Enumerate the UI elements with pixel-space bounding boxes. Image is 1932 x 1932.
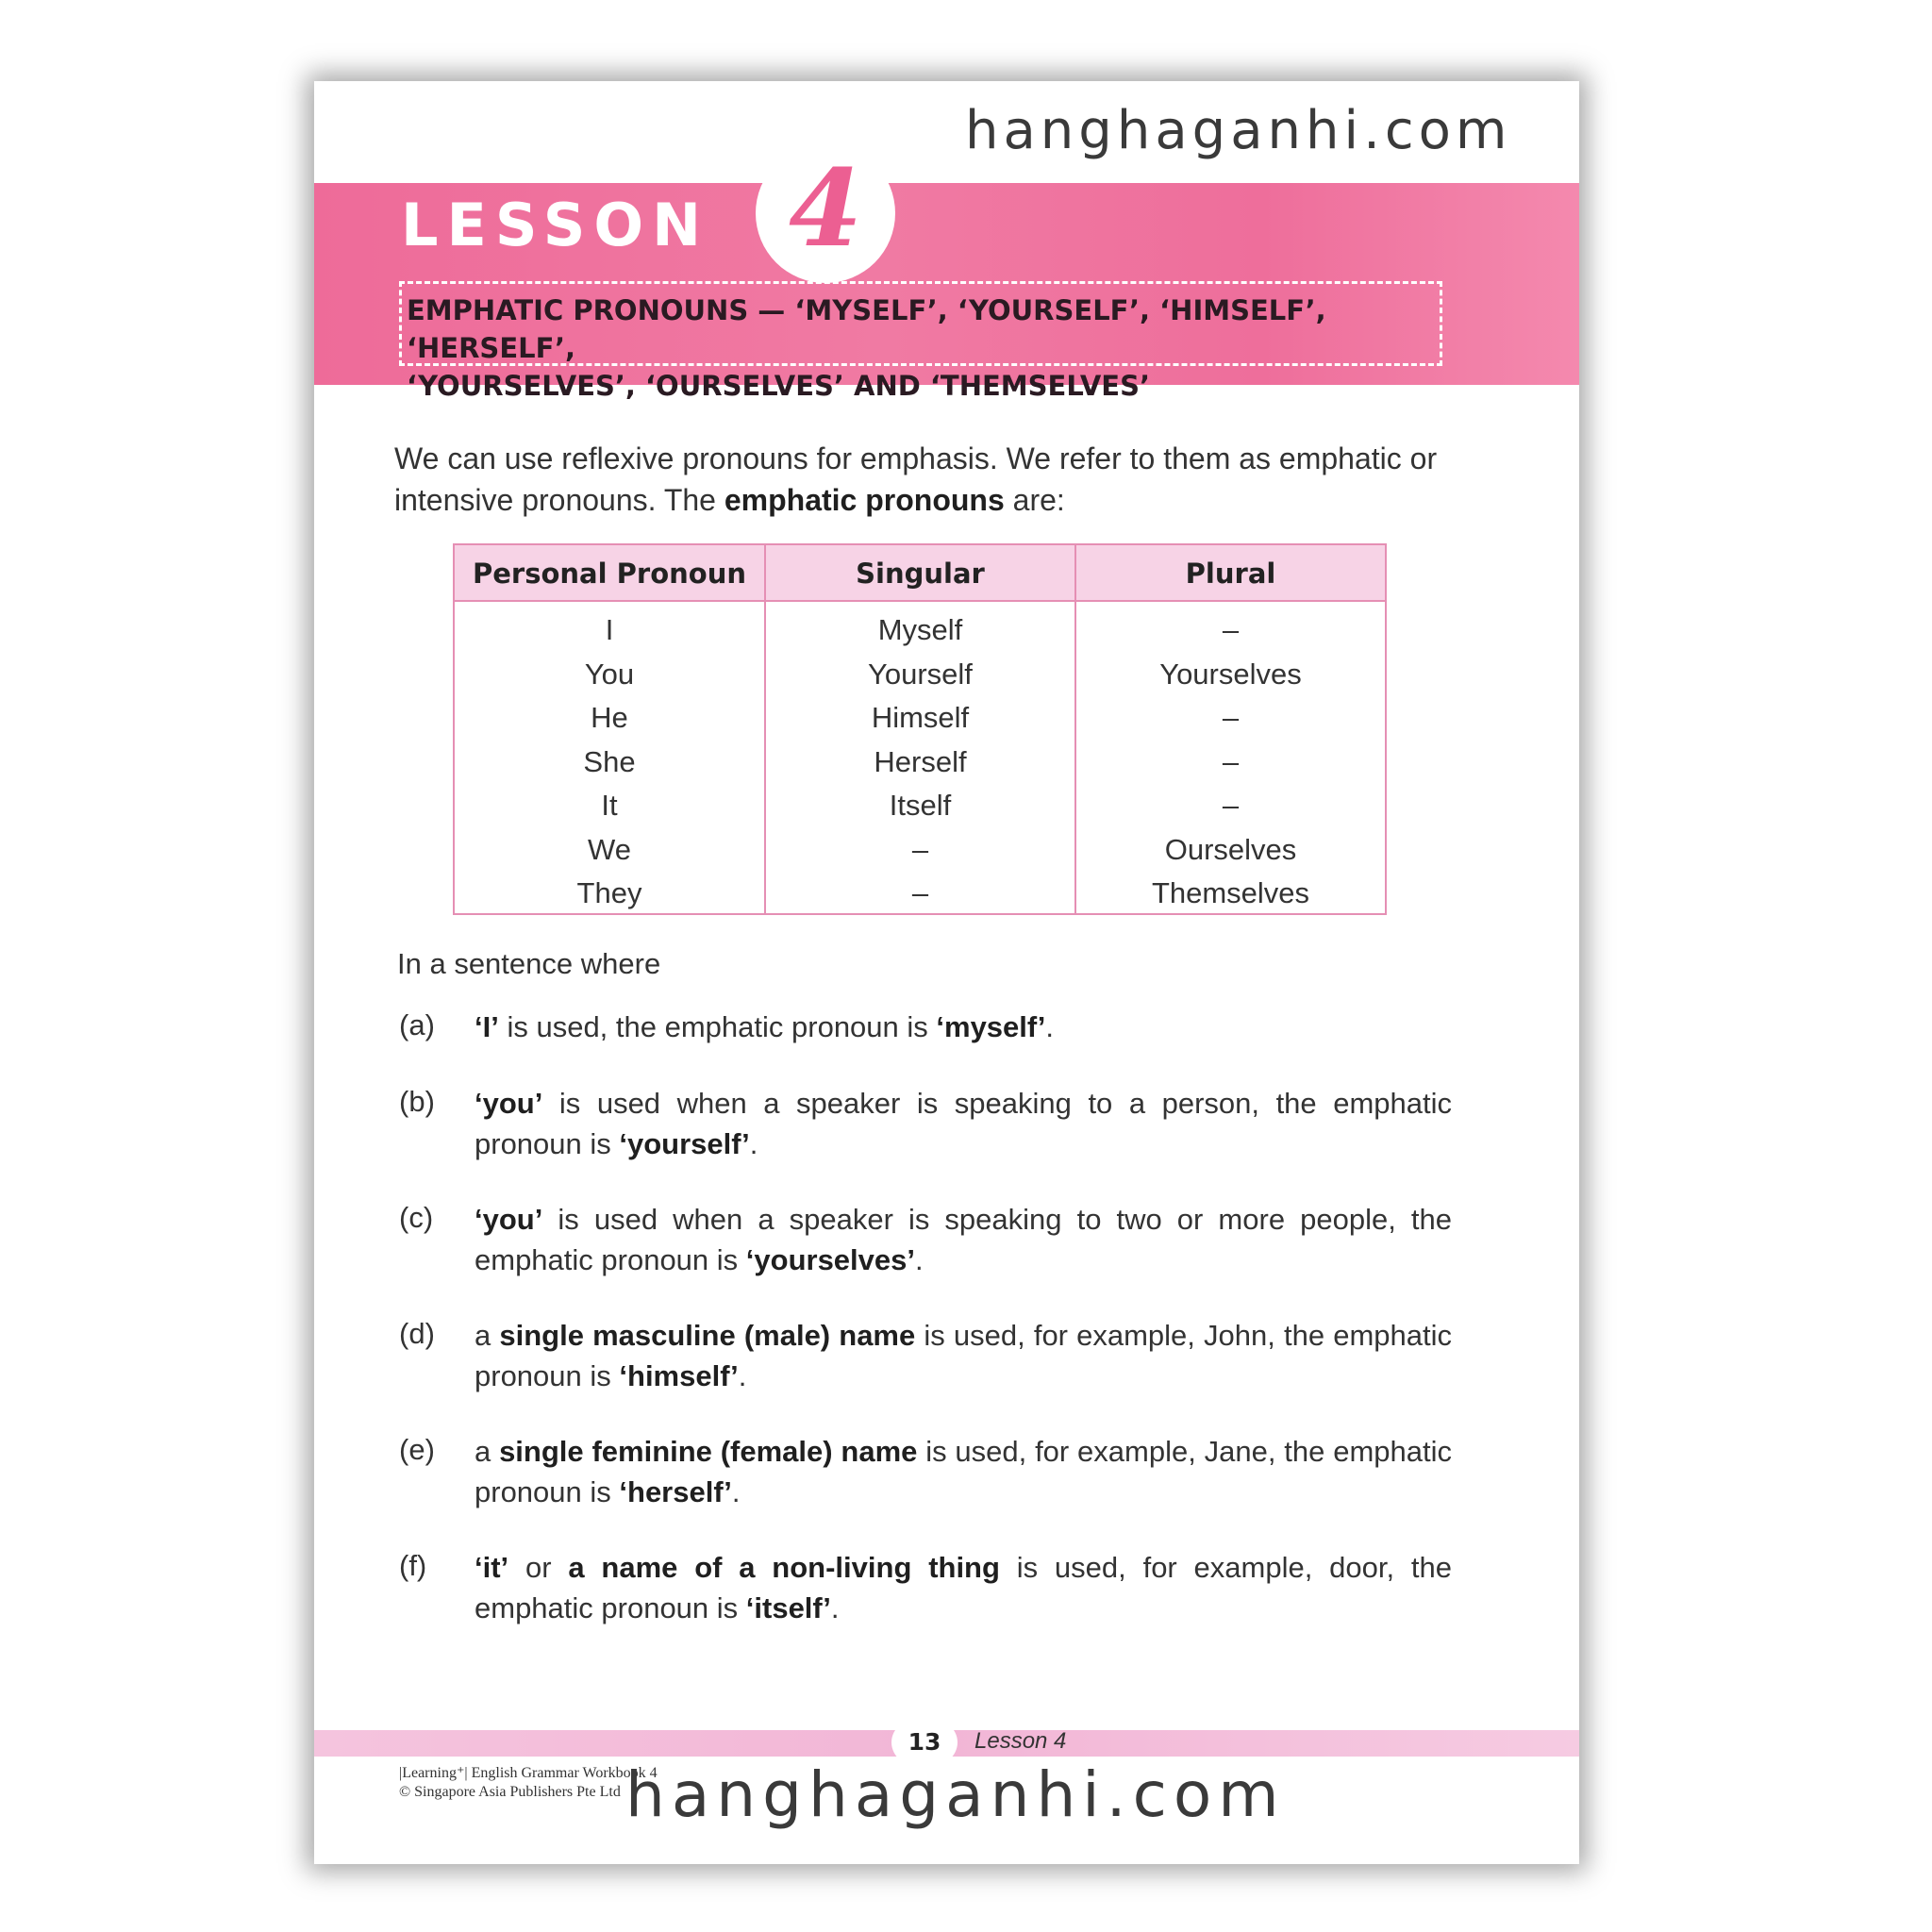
rule-plain-text: . bbox=[830, 1591, 840, 1624]
rule-plain-text: is used when a speaker is speaking to a person, the emphatic pronoun is bbox=[475, 1087, 1452, 1160]
table-cell: It bbox=[601, 789, 618, 822]
table-cell: We bbox=[588, 832, 631, 866]
rule-plain-text: . bbox=[915, 1243, 924, 1276]
rule-bold-text: ‘yourselves’ bbox=[745, 1243, 915, 1276]
watermark-bottom: hanghaganhi.com bbox=[625, 1758, 1286, 1831]
table-cell: – bbox=[911, 876, 929, 909]
rule-text bbox=[475, 1431, 1452, 1512]
rule-text bbox=[475, 1547, 1452, 1628]
table-cell: She bbox=[583, 744, 636, 778]
rule-bold-text: ‘you’ bbox=[475, 1203, 543, 1236]
table-cell: – bbox=[1222, 613, 1240, 646]
table-cell: I bbox=[605, 613, 614, 646]
footer-lesson-label: Lesson 4 bbox=[974, 1728, 1067, 1754]
rule-plain-text: a bbox=[475, 1435, 500, 1468]
lesson-banner bbox=[314, 147, 1579, 402]
header-plural: Plural bbox=[1185, 558, 1276, 590]
copyright-line-2: © Singapore Asia Publishers Pte Ltd bbox=[399, 1784, 621, 1800]
table-cell: Themselves bbox=[1151, 876, 1310, 909]
workbook-page bbox=[314, 81, 1579, 1864]
rule-plain-text: . bbox=[731, 1475, 741, 1508]
rule-plain-text: is used, for example, John, the emphatic pronoun is bbox=[475, 1319, 1452, 1392]
rule-plain-text: . bbox=[749, 1127, 758, 1160]
table-cell: Yourselves bbox=[1159, 657, 1302, 691]
rule-plain-text: . bbox=[1045, 1010, 1055, 1043]
lesson-title-line-2: ‘YOURSELVES’, ‘OURSELVES’ AND ‘THEMSELVES’ bbox=[407, 370, 1150, 402]
rule-plain-text: a bbox=[475, 1319, 500, 1352]
rule-text bbox=[475, 1199, 1452, 1280]
table-cell: – bbox=[1222, 789, 1240, 822]
rule-label: (c) bbox=[399, 1201, 434, 1234]
rule-label: (f) bbox=[399, 1549, 427, 1582]
table-cell: He bbox=[591, 701, 628, 734]
pronoun-table bbox=[453, 543, 1387, 915]
rule-text bbox=[475, 1007, 1452, 1047]
rule-label: (a) bbox=[399, 1008, 435, 1041]
table-cell: – bbox=[1222, 701, 1240, 734]
rule-plain-text: is used when a speaker is speaking to two or more people, the emphatic pronoun is bbox=[475, 1203, 1452, 1276]
header-personal-pronoun: Personal Pronoun bbox=[473, 558, 746, 590]
rule-plain-text: is used, for example, door, the emphatic pronoun is bbox=[475, 1551, 1452, 1624]
copyright-line-1: |Learning⁺| English Grammar Workbook 4 bbox=[399, 1765, 658, 1781]
rule-label: (e) bbox=[399, 1433, 435, 1466]
rule-bold-text: single feminine (female) name bbox=[499, 1435, 918, 1468]
rule-bold-text: ‘yourself’ bbox=[619, 1127, 750, 1160]
rule-bold-text: ‘you’ bbox=[475, 1087, 543, 1120]
lesson-number-badge bbox=[756, 143, 895, 283]
sentence-lead: In a sentence where bbox=[397, 947, 661, 980]
table-cell: They bbox=[576, 876, 642, 909]
lesson-word: LESSON bbox=[401, 191, 709, 259]
rule-bold-text: ‘myself’ bbox=[936, 1010, 1046, 1043]
rule-plain-text: or bbox=[508, 1551, 569, 1584]
page-number: 13 bbox=[891, 1716, 958, 1769]
table-cell: Herself bbox=[874, 744, 967, 778]
intro-bold: emphatic pronouns bbox=[724, 483, 1005, 517]
rule-bold-text: ‘himself’ bbox=[619, 1359, 739, 1392]
table-cell: Myself bbox=[877, 613, 963, 646]
rule-bold-text: ‘it’ bbox=[475, 1551, 509, 1584]
rule-plain-text: is used, the emphatic pronoun is bbox=[498, 1010, 937, 1043]
table-cell: Ourselves bbox=[1164, 832, 1297, 866]
rule-bold-text: a name of a non-living thing bbox=[568, 1551, 1000, 1584]
rule-bold-text: ‘herself’ bbox=[619, 1475, 732, 1508]
header-singular: Singular bbox=[856, 558, 985, 590]
intro-text-2: are: bbox=[1004, 483, 1065, 517]
intro-paragraph bbox=[394, 438, 1451, 521]
rule-bold-text: ‘itself’ bbox=[745, 1591, 831, 1624]
table-cell: Itself bbox=[889, 789, 952, 822]
lesson-number: 4 bbox=[789, 147, 862, 271]
lesson-title-box bbox=[399, 281, 1442, 402]
intro-text-1: We can use reflexive pronouns for emphasis. We refer to them as emphatic or intensive pronouns. The bbox=[394, 441, 1438, 517]
lesson-title bbox=[407, 291, 1425, 405]
rule-plain-text: is used, for example, Jane, the emphatic pronoun is bbox=[475, 1435, 1452, 1508]
watermark-top: hanghaganhi.com bbox=[965, 100, 1512, 161]
table-cell: – bbox=[911, 832, 929, 866]
table-cell: Yourself bbox=[868, 657, 973, 691]
rule-label: (d) bbox=[399, 1317, 435, 1350]
rule-plain-text: . bbox=[738, 1359, 747, 1392]
rule-text bbox=[475, 1083, 1452, 1164]
table-cell: – bbox=[1222, 744, 1240, 778]
table-cell: You bbox=[584, 657, 635, 691]
lesson-title-line-1: EMPHATIC PRONOUNS — ‘MYSELF’, ‘YOURSELF’, ‘HIMSELF’, ‘HERSELF’, bbox=[407, 294, 1326, 364]
rule-bold-text: ‘I’ bbox=[475, 1010, 499, 1043]
table-cell: Himself bbox=[871, 701, 970, 734]
rule-text bbox=[475, 1315, 1452, 1396]
rule-bold-text: single masculine (male) name bbox=[499, 1319, 916, 1352]
rule-label: (b) bbox=[399, 1085, 435, 1118]
